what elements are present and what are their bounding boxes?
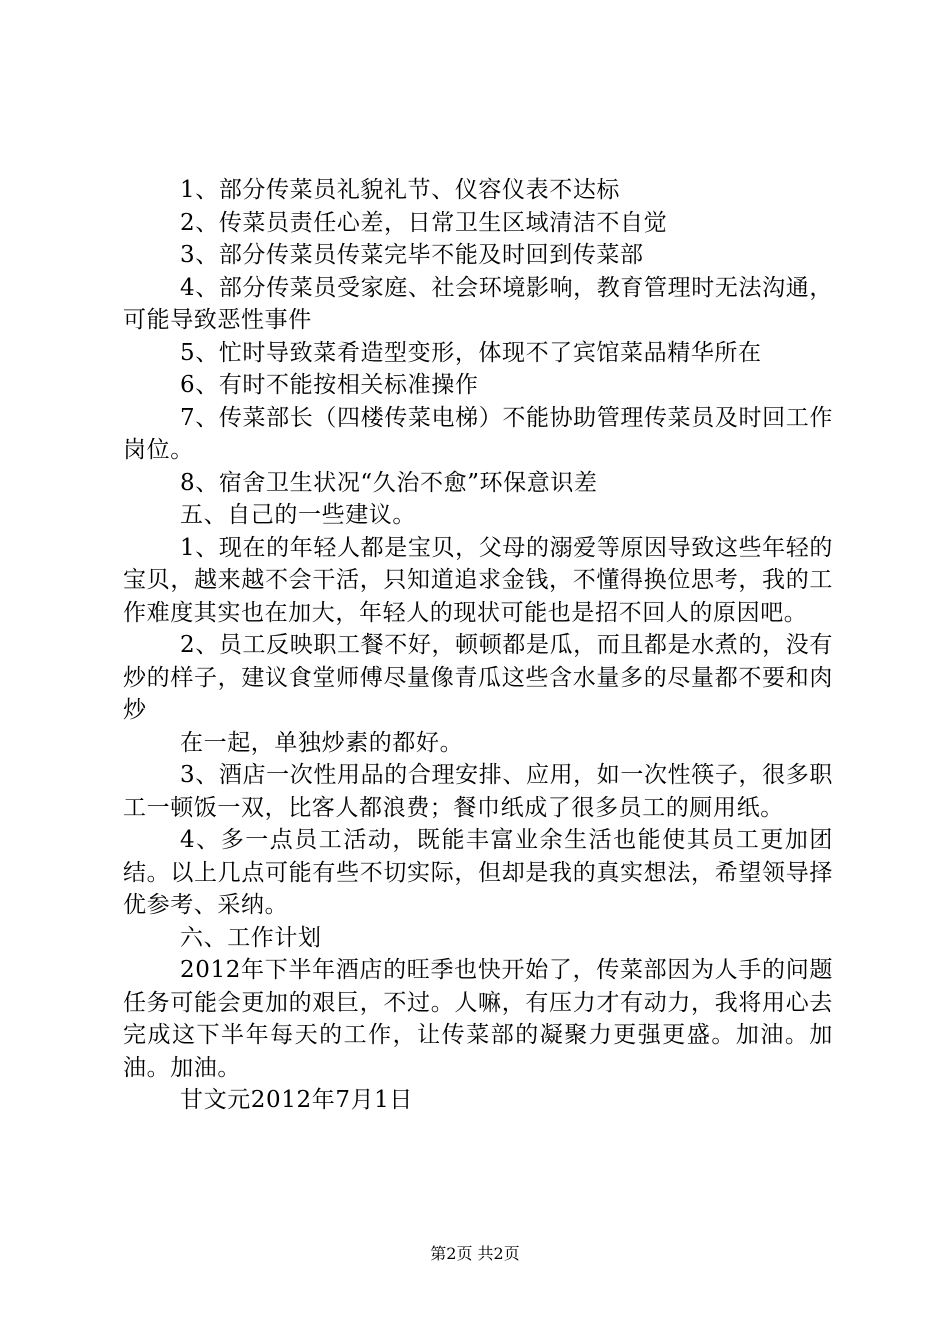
- paragraph-work-plan: 2012年下半年酒店的旺季也快开始了，传菜部因为人手的问题任务可能会更加的艰巨，不过。人嘛，有压力才有动力，我将用心去完成这下半年每天的工作，让传菜部的凝聚力更强更盛。加油。加油。加油。: [123, 957, 833, 1081]
- section-heading-work-plan: 六、工作计划: [180, 924, 322, 951]
- signature-date: 甘文元2012年7月1日: [180, 1087, 413, 1113]
- page-footer: [0, 1244, 950, 1264]
- paragraph-suggestion-2-continued: 在一起，单独炒素的都好。: [180, 729, 464, 756]
- paragraph-issue-4: 4、部分传菜员受家庭、社会环境影响，教育管理时无法沟通，可能导致恶性事件: [123, 274, 833, 333]
- section-heading-suggestions: 五、自己的一些建议。: [180, 502, 416, 528]
- paragraph-issue-8: 8、宿舍卫生状况“久治不愈”环保意识差: [180, 469, 598, 496]
- paragraph-suggestion-2: 2、员工反映职工餐不好，顿顿都是瓜，而且都是水煮的，没有炒的样子，建议食堂师傅尽量像青瓜这些含水量多的尽量都不要和肉炒: [123, 632, 833, 723]
- paragraph-suggestion-1: 1、现在的年轻人都是宝贝，父母的溺爱等原因导致这些年轻的宝贝，越来越不会干活，只知道追求金钱，不懂得换位思考，我的工作难度其实也在加大，年轻人的现状可能也是招不回人的原因吧。: [123, 534, 833, 626]
- paragraph-suggestion-4: 4、多一点员工活动，既能丰富业余生活也能使其员工更加团结。以上几点可能有些不切实际，但却是我的真实想法，希望领导择优参考、采纳。: [123, 827, 833, 918]
- paragraph-issue-1: 1、部分传菜员礼貌礼节、仪容仪表不达标: [180, 177, 621, 203]
- paragraph-issue-5: 5、忙时导致菜肴造型变形，体现不了宾馆菜品精华所在: [180, 339, 762, 366]
- paragraph-issue-7: 7、传菜部长（四楼传菜电梯）不能协助管理传菜员及时回工作岗位。: [123, 404, 833, 463]
- paragraph-issue-2: 2、传菜员责任心差，日常卫生区域清洁不自觉: [180, 209, 668, 236]
- paragraph-suggestion-3: 3、酒店一次性用品的合理安排、应用，如一次性筷子，很多职工一顿饭一双，比客人都浪费；餐巾纸成了很多员工的厕用纸。: [123, 762, 833, 821]
- document-body: [123, 174, 833, 1117]
- paragraph-issue-3: 3、部分传菜员传菜完毕不能及时回到传菜部: [180, 242, 644, 268]
- page-number-label: 第2页 共2页: [430, 1244, 520, 1263]
- paragraph-issue-6: 6、有时不能按相关标准操作: [180, 372, 479, 398]
